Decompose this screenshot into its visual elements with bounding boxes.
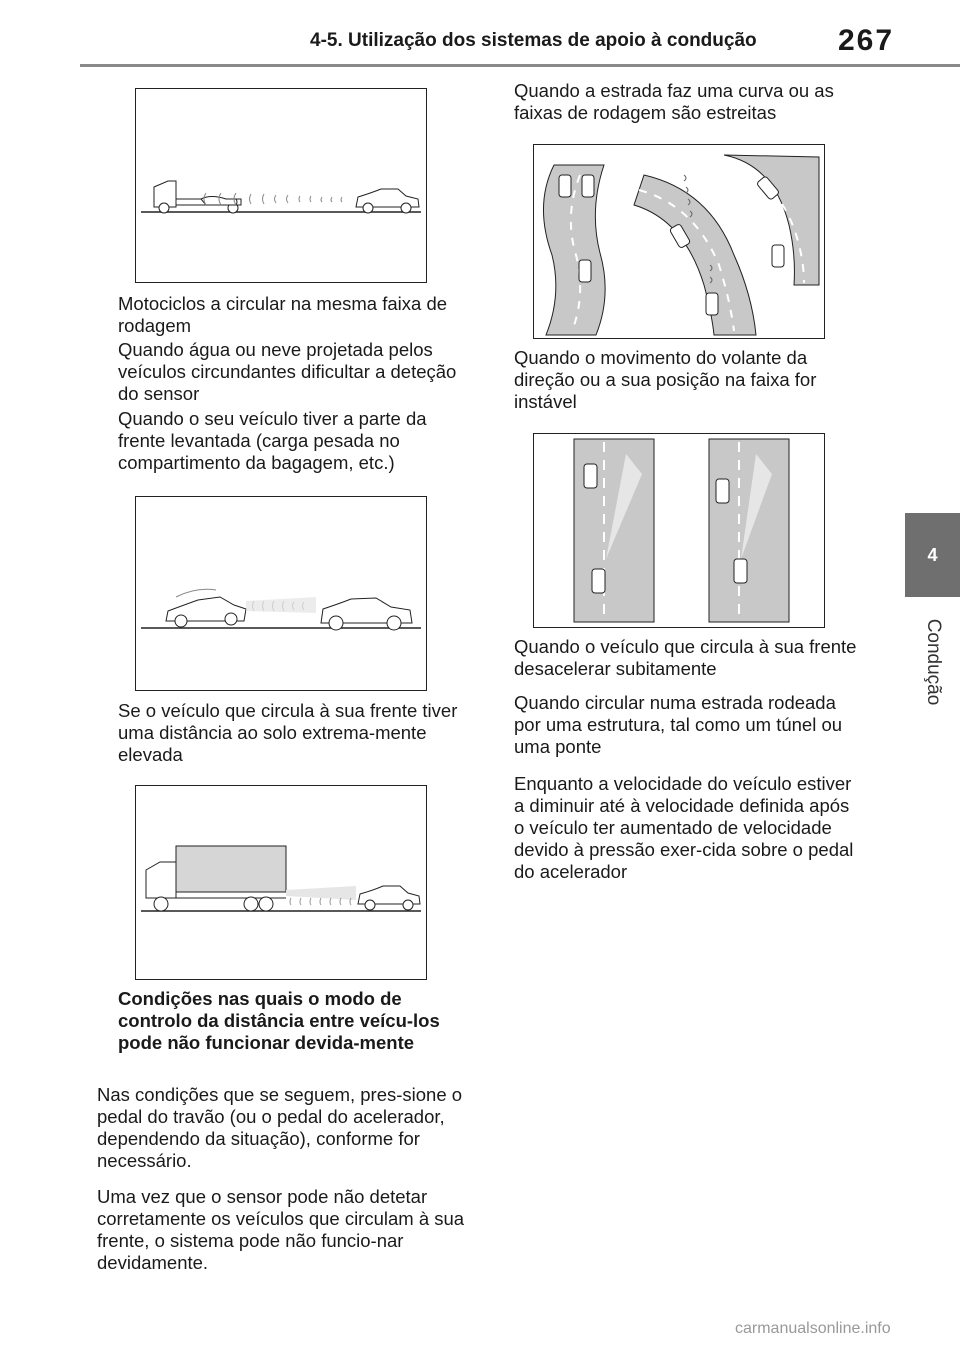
caption-steering-unstable: Quando o movimento do volante da direção ou a sua posição na faixa for instável [514,347,817,412]
illustration-raised-front [135,496,427,691]
high-clearance-truck-drawing [136,786,426,979]
section-heading: Condições nas quais o modo de controlo da distância entre veícu-los pode não funcionar devida-mente [118,988,440,1053]
chapter-tab: 4 [905,513,960,597]
curved-roads-drawing [534,145,824,338]
chapter-label: Condução [922,618,944,706]
towing-truck-drawing [136,89,426,282]
caption-curved-road: Quando a estrada faz uma curva ou as faixas de rodagem são estreitas [514,80,834,123]
illustration-lane-drift [533,433,825,628]
caption-motorcycles: Motociclos a circular na mesma faixa de rodagem [118,293,448,336]
header-rule [80,64,960,67]
body-paragraph-1: Nas condições que se seguem, pres-sione o pedal do travão (ou o pedal do acelerador, dependendo da situação), conforme for necessário. [97,1084,463,1171]
caption-water-snow: Quando água ou neve projetada pelos veículos circundantes dificultar a deteção do sensor [118,339,457,404]
illustration-high-clearance-truck [135,785,427,980]
caption-high-clearance: Se o veículo que circula à sua frente tiver uma distância ao solo extrema-mente elevada [118,700,458,765]
illustration-towing-truck [135,88,427,283]
watermark: carmanualsonline.info [735,1320,891,1337]
body-paragraph-2: Uma vez que o sensor pode não detetar corretamente os veículos que circulam à sua frente, o sistema pode não funcio-nar devidamente. [97,1186,465,1273]
caption-sudden-deceleration: Quando o veículo que circula à sua frente desacelerar subitamente [514,636,857,679]
chapter-label-panel [905,597,960,727]
caption-accelerator-pressed: Enquanto a velocidade do veículo estiver a diminuir até à velocidade definida após o veículo ter aumentado de velocidade devido à pressão exer-cida sobre o pedal do acelerador [514,773,854,882]
caption-tunnel-bridge: Quando circular numa estrada rodeada por uma estrutura, tal como um túnel ou uma ponte [514,692,843,757]
section-title: 4-5. Utilização dos sistemas de apoio à condução [310,30,757,51]
raised-front-drawing [136,497,426,690]
caption-front-raised: Quando o seu veículo tiver a parte da frente levantada (carga pesada no compartimento da bagagem, etc.) [118,408,427,473]
lane-drift-drawing [534,434,824,627]
page-number: 267 [838,24,895,57]
illustration-curved-roads [533,144,825,339]
